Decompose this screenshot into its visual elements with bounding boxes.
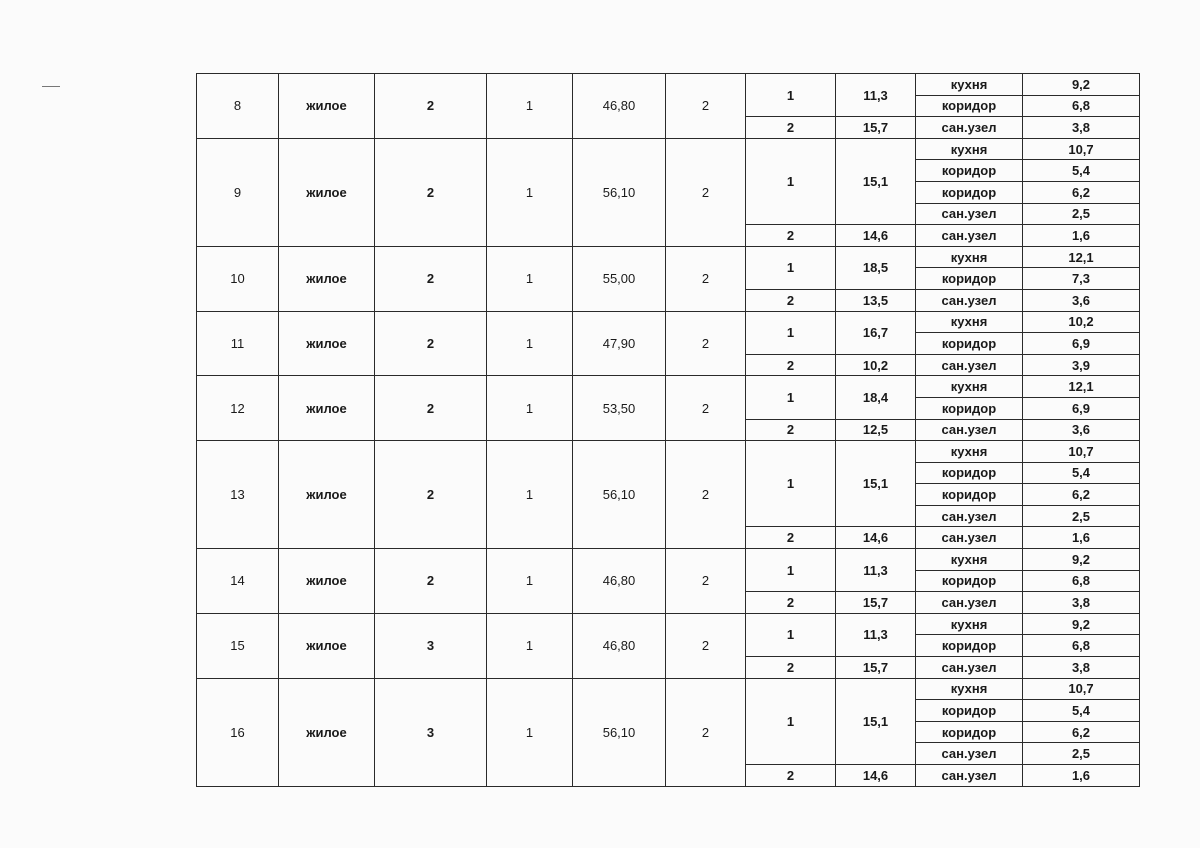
room-number: 1 [746, 376, 836, 419]
room-area: 11,3 [836, 74, 916, 117]
premises-type: жилое [279, 74, 375, 139]
room-number: 2 [746, 592, 836, 614]
premises-type: жилое [279, 549, 375, 614]
aux-room-name: сан.узел [916, 527, 1023, 549]
premises-type: жилое [279, 138, 375, 246]
count-cell: 1 [487, 138, 573, 246]
room-area: 12,5 [836, 419, 916, 441]
aux-room-name: коридор [916, 700, 1023, 722]
aux-room-area: 10,2 [1023, 311, 1140, 333]
aux-room-name: коридор [916, 462, 1023, 484]
aux-room-name: кухня [916, 441, 1023, 463]
floor-cell: 2 [375, 246, 487, 311]
aux-room-area: 6,2 [1023, 721, 1140, 743]
total-area: 46,80 [573, 613, 666, 678]
count-cell: 1 [487, 376, 573, 441]
aux-room-name: сан.узел [916, 743, 1023, 765]
aux-room-name: сан.узел [916, 765, 1023, 787]
aux-room-name: сан.узел [916, 354, 1023, 376]
room-number: 1 [746, 246, 836, 289]
rooms-count: 2 [666, 678, 746, 786]
aux-room-area: 6,2 [1023, 181, 1140, 203]
aux-room-name: сан.узел [916, 203, 1023, 225]
aux-room-name: кухня [916, 246, 1023, 268]
aux-room-area: 5,4 [1023, 160, 1140, 182]
table-row [197, 376, 1140, 398]
aux-room-area: 1,6 [1023, 527, 1140, 549]
premises-type: жилое [279, 678, 375, 786]
floor-cell: 3 [375, 678, 487, 786]
aux-room-area: 10,7 [1023, 441, 1140, 463]
aux-room-name: сан.узел [916, 505, 1023, 527]
room-number: 1 [746, 549, 836, 592]
aux-room-area: 12,1 [1023, 246, 1140, 268]
room-area: 11,3 [836, 613, 916, 656]
aux-room-name: кухня [916, 678, 1023, 700]
room-area: 18,5 [836, 246, 916, 289]
room-area: 15,1 [836, 678, 916, 764]
floor-cell: 3 [375, 613, 487, 678]
total-area: 56,10 [573, 138, 666, 246]
rooms-count: 2 [666, 138, 746, 246]
aux-room-area: 3,6 [1023, 419, 1140, 441]
room-number: 1 [746, 678, 836, 764]
apartment-number: 13 [197, 441, 279, 549]
count-cell: 1 [487, 441, 573, 549]
count-cell: 1 [487, 74, 573, 139]
aux-room-name: коридор [916, 484, 1023, 506]
room-area: 14,6 [836, 527, 916, 549]
aux-room-area: 3,6 [1023, 289, 1140, 311]
aux-room-area: 6,2 [1023, 484, 1140, 506]
aux-room-area: 2,5 [1023, 743, 1140, 765]
apartment-number: 8 [197, 74, 279, 139]
room-area: 10,2 [836, 354, 916, 376]
table-row [197, 138, 1140, 160]
room-number: 1 [746, 74, 836, 117]
room-number: 2 [746, 765, 836, 787]
room-area: 13,5 [836, 289, 916, 311]
room-number: 2 [746, 527, 836, 549]
room-area: 14,6 [836, 225, 916, 247]
aux-room-area: 9,2 [1023, 549, 1140, 571]
table-row [197, 441, 1140, 463]
aux-room-name: коридор [916, 181, 1023, 203]
room-number: 2 [746, 419, 836, 441]
aux-room-name: кухня [916, 138, 1023, 160]
room-number: 2 [746, 225, 836, 247]
premises-type: жилое [279, 311, 375, 376]
premises-table-body [197, 74, 1140, 787]
aux-room-area: 3,9 [1023, 354, 1140, 376]
aux-room-area: 10,7 [1023, 138, 1140, 160]
table-row [197, 613, 1140, 635]
total-area: 46,80 [573, 74, 666, 139]
table-row [197, 246, 1140, 268]
aux-room-name: сан.узел [916, 117, 1023, 139]
room-number: 2 [746, 117, 836, 139]
aux-room-area: 6,9 [1023, 333, 1140, 355]
floor-cell: 2 [375, 311, 487, 376]
aux-room-area: 1,6 [1023, 765, 1140, 787]
aux-room-area: 6,8 [1023, 635, 1140, 657]
total-area: 55,00 [573, 246, 666, 311]
aux-room-area: 3,8 [1023, 657, 1140, 679]
aux-room-area: 6,9 [1023, 397, 1140, 419]
total-area: 47,90 [573, 311, 666, 376]
table-row [197, 678, 1140, 700]
rooms-count: 2 [666, 549, 746, 614]
aux-room-name: сан.узел [916, 592, 1023, 614]
rooms-count: 2 [666, 441, 746, 549]
aux-room-name: сан.узел [916, 657, 1023, 679]
aux-room-name: коридор [916, 268, 1023, 290]
room-area: 15,1 [836, 138, 916, 224]
room-number: 1 [746, 441, 836, 527]
floor-cell: 2 [375, 441, 487, 549]
apartment-number: 14 [197, 549, 279, 614]
aux-room-area: 1,6 [1023, 225, 1140, 247]
rooms-count: 2 [666, 311, 746, 376]
premises-table [196, 73, 1140, 787]
aux-room-area: 2,5 [1023, 505, 1140, 527]
floor-cell: 2 [375, 74, 487, 139]
aux-room-area: 2,5 [1023, 203, 1140, 225]
premises-type: жилое [279, 441, 375, 549]
apartment-number: 12 [197, 376, 279, 441]
aux-room-area: 6,8 [1023, 95, 1140, 117]
room-area: 15,1 [836, 441, 916, 527]
aux-room-name: коридор [916, 397, 1023, 419]
room-number: 1 [746, 311, 836, 354]
room-area: 15,7 [836, 117, 916, 139]
aux-room-name: коридор [916, 635, 1023, 657]
apartment-number: 15 [197, 613, 279, 678]
apartment-number: 11 [197, 311, 279, 376]
scan-speck [42, 86, 60, 87]
aux-room-name: кухня [916, 613, 1023, 635]
rooms-count: 2 [666, 246, 746, 311]
room-area: 15,7 [836, 657, 916, 679]
room-area: 11,3 [836, 549, 916, 592]
count-cell: 1 [487, 549, 573, 614]
rooms-count: 2 [666, 74, 746, 139]
count-cell: 1 [487, 613, 573, 678]
table-row [197, 549, 1140, 571]
table-row [197, 311, 1140, 333]
room-area: 15,7 [836, 592, 916, 614]
aux-room-area: 5,4 [1023, 700, 1140, 722]
floor-cell: 2 [375, 549, 487, 614]
aux-room-area: 3,8 [1023, 592, 1140, 614]
apartment-number: 16 [197, 678, 279, 786]
room-number: 1 [746, 613, 836, 656]
premises-type: жилое [279, 613, 375, 678]
aux-room-area: 6,8 [1023, 570, 1140, 592]
rooms-count: 2 [666, 613, 746, 678]
aux-room-area: 9,2 [1023, 613, 1140, 635]
room-area: 16,7 [836, 311, 916, 354]
room-area: 14,6 [836, 765, 916, 787]
aux-room-name: сан.узел [916, 225, 1023, 247]
count-cell: 1 [487, 678, 573, 786]
room-number: 2 [746, 657, 836, 679]
aux-room-area: 5,4 [1023, 462, 1140, 484]
apartment-number: 10 [197, 246, 279, 311]
aux-room-name: коридор [916, 721, 1023, 743]
count-cell: 1 [487, 246, 573, 311]
aux-room-name: кухня [916, 311, 1023, 333]
aux-room-area: 3,8 [1023, 117, 1140, 139]
total-area: 53,50 [573, 376, 666, 441]
apartment-number: 9 [197, 138, 279, 246]
room-area: 18,4 [836, 376, 916, 419]
aux-room-area: 9,2 [1023, 74, 1140, 96]
room-number: 1 [746, 138, 836, 224]
premises-type: жилое [279, 246, 375, 311]
total-area: 56,10 [573, 441, 666, 549]
room-number: 2 [746, 354, 836, 376]
aux-room-name: сан.узел [916, 289, 1023, 311]
aux-room-name: коридор [916, 333, 1023, 355]
aux-room-name: кухня [916, 74, 1023, 96]
room-number: 2 [746, 289, 836, 311]
aux-room-area: 12,1 [1023, 376, 1140, 398]
table-row [197, 74, 1140, 96]
aux-room-name: кухня [916, 549, 1023, 571]
aux-room-name: коридор [916, 570, 1023, 592]
total-area: 56,10 [573, 678, 666, 786]
aux-room-name: коридор [916, 95, 1023, 117]
aux-room-name: кухня [916, 376, 1023, 398]
floor-cell: 2 [375, 138, 487, 246]
aux-room-name: коридор [916, 160, 1023, 182]
total-area: 46,80 [573, 549, 666, 614]
rooms-count: 2 [666, 376, 746, 441]
aux-room-area: 7,3 [1023, 268, 1140, 290]
floor-cell: 2 [375, 376, 487, 441]
aux-room-name: сан.узел [916, 419, 1023, 441]
aux-room-area: 10,7 [1023, 678, 1140, 700]
premises-type: жилое [279, 376, 375, 441]
count-cell: 1 [487, 311, 573, 376]
